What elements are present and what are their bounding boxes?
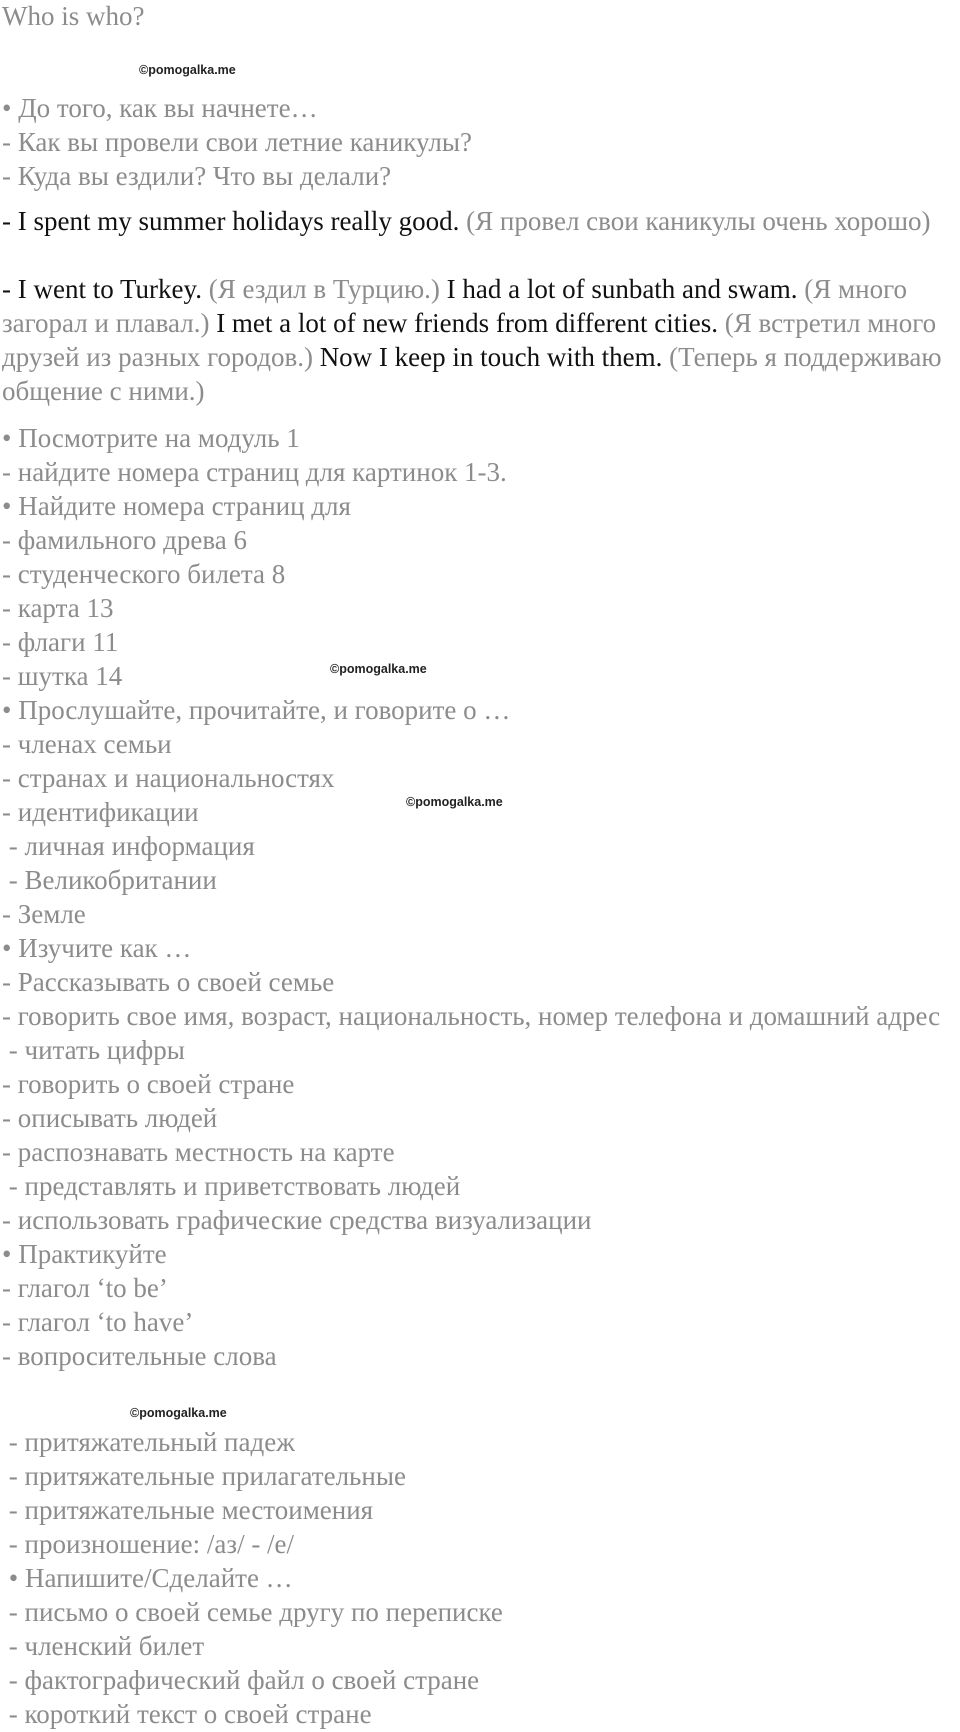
list-item: - членах семьи [2, 729, 172, 759]
english-sentence: - I spent my summer holidays really good. [2, 206, 460, 236]
english-sentence: Now I keep in touch with them. [319, 342, 663, 372]
list-item: - идентификации [2, 797, 199, 827]
list-item: - представлять и приветствовать людей [2, 1171, 461, 1201]
list-item: - карта 13 [2, 593, 114, 623]
list-item: - распознавать местность на карте [2, 1137, 395, 1167]
grammar-and-writing-list [2, 1425, 958, 1731]
russian-translation: (Я много загорал и плавал.) [2, 274, 907, 338]
intro-questions [2, 91, 958, 193]
russian-translation: (Я ездил в Турцию.) [208, 274, 440, 304]
list-item: - глагол ‘to have’ [2, 1307, 194, 1337]
list-item: • Изучите как … [2, 933, 192, 963]
list-item: - фактографический файл о своей стране [2, 1665, 480, 1695]
list-item: - письмо о своей семье другу по переписке [2, 1597, 503, 1627]
list-item: • Найдите номера страниц для [2, 491, 351, 521]
list-item: - притяжательный падеж [2, 1427, 295, 1457]
watermark: ©pomogalka.me [406, 795, 503, 809]
list-item: - странах и национальностях [2, 763, 335, 793]
answer-paragraph-1 [2, 204, 958, 238]
list-item: - описывать людей [2, 1103, 218, 1133]
module-list [2, 421, 958, 1373]
list-item: - Великобритании [2, 865, 217, 895]
list-item: - найдите номера страниц для картинок 1-3. [2, 457, 507, 487]
russian-translation: (Теперь я поддерживаю общение с ними.) [2, 342, 942, 406]
list-item: - глагол ‘to be’ [2, 1273, 168, 1303]
intro-line: - Куда вы ездили? Что вы делали? [2, 161, 392, 191]
list-item: - шутка 14 [2, 661, 123, 691]
list-item: - использовать графические средства визуализации [2, 1205, 592, 1235]
list-item: - читать цифры [2, 1035, 185, 1065]
list-item: - вопросительные слова [2, 1341, 277, 1371]
russian-translation: (Я провел свои каникулы очень хорошо) [466, 206, 931, 236]
list-item: • Прослушайте, прочитайте, и говорите о … [2, 695, 511, 725]
list-item: - Рассказывать о своей семье [2, 967, 335, 997]
list-item: - притяжательные местоимения [2, 1495, 374, 1525]
list-item: - говорить о своей стране [2, 1069, 295, 1099]
list-item: - притяжательные прилагательные [2, 1461, 406, 1491]
list-item: - короткий текст о своей стране [2, 1699, 372, 1729]
list-item: • Напишите/Сделайте … [2, 1563, 293, 1593]
list-item: • Посмотрите на модуль 1 [2, 423, 300, 453]
list-item: • Практикуйте [2, 1239, 167, 1269]
list-item: - студенческого билета 8 [2, 559, 286, 589]
list-item: - Земле [2, 899, 86, 929]
list-item: - флаги 11 [2, 627, 119, 657]
list-item: - членский билет [2, 1631, 205, 1661]
list-item: - личная информация [2, 831, 255, 861]
intro-line: • До того, как вы начнете… [2, 93, 318, 123]
watermark: ©pomogalka.me [330, 662, 427, 676]
page-title: Who is who? [2, 1, 145, 31]
english-sentence: - I went to Turkey. [2, 274, 202, 304]
watermark: ©pomogalka.me [139, 63, 236, 77]
list-item: - говорить свое имя, возраст, национальность, номер телефона и домашний адрес [2, 1001, 941, 1031]
list-item: - произношение: /аз/ - /е/ [2, 1529, 295, 1559]
watermark: ©pomogalka.me [130, 1406, 227, 1420]
english-sentence: I met a lot of new friends from different cities. [216, 308, 719, 338]
list-item: - фамильного древа 6 [2, 525, 247, 555]
intro-line: - Как вы провели свои летние каникулы? [2, 127, 472, 157]
answer-paragraph-2 [2, 272, 958, 408]
english-sentence: I had a lot of sunbath and swam. [446, 274, 798, 304]
russian-translation: (Я встретил много друзей из разных городов.) [2, 308, 937, 372]
